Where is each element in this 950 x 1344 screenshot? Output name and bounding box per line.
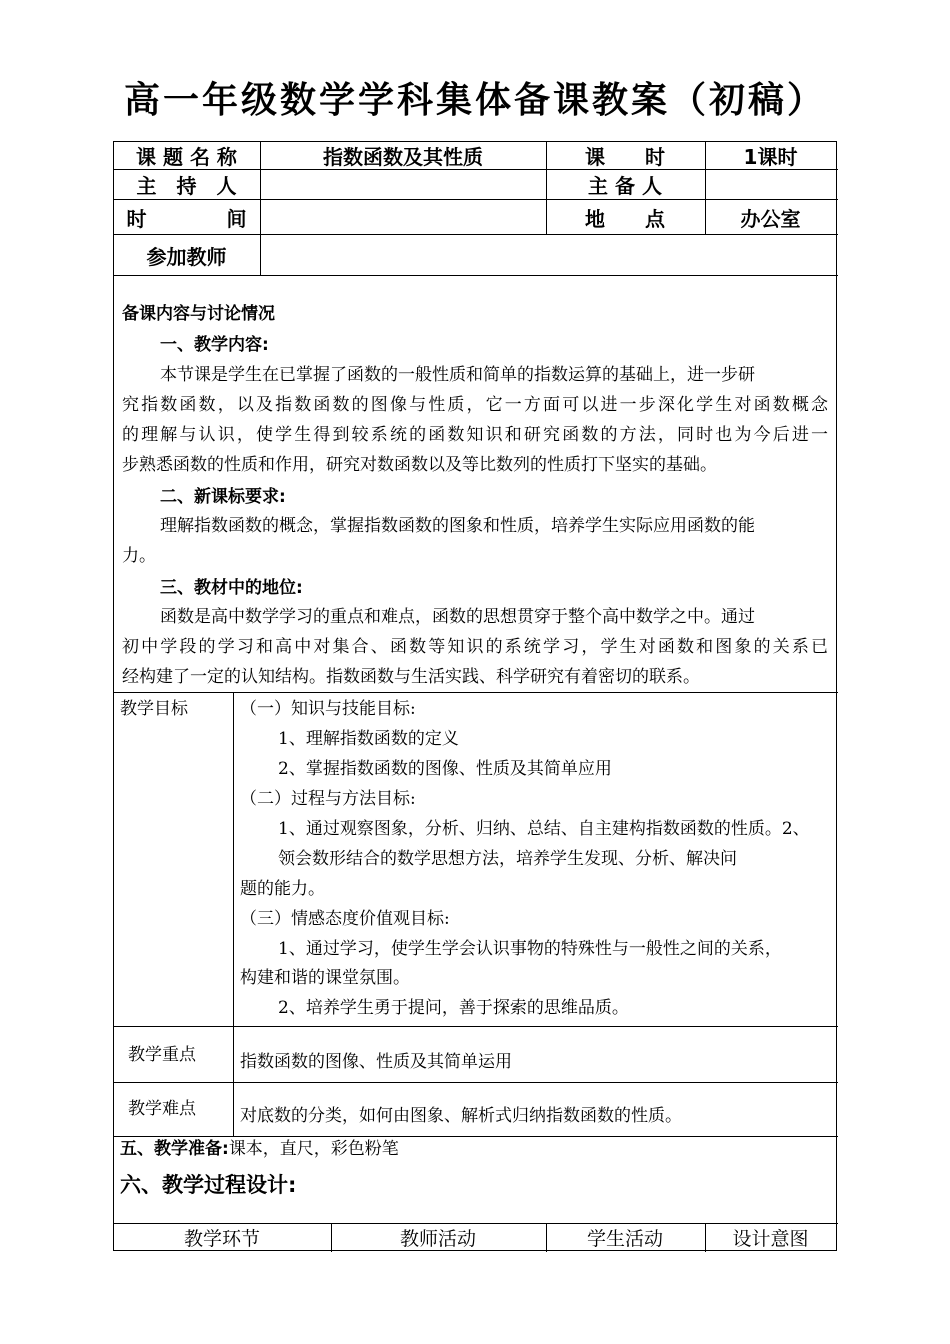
page-title: 高一年级数学学科集体备课教案（初稿） xyxy=(123,80,826,121)
objective-line: 1、通过观察图象，分析、归纳、总结、自主建构指数函数的性质。2、 xyxy=(278,819,810,839)
teachers-label: 参加教师 xyxy=(146,244,227,269)
preparation-value: 课本，直尺，彩色粉笔 xyxy=(228,1139,399,1159)
preparer-value xyxy=(705,170,836,199)
section-3-line: 函数是高中数学学习的重点和难点，函数的思想贯穿于整个高中数学之中。通过 xyxy=(160,607,755,627)
difficulties-label: 教学难点 xyxy=(128,1099,196,1119)
host-label: 主 持 人 xyxy=(136,174,237,198)
objectives-label: 教学目标 xyxy=(120,699,188,719)
topic-value: 指数函数及其性质 xyxy=(323,145,483,169)
topic-label: 课 题 名 称 xyxy=(136,145,237,169)
process-column-header: 学生活动 xyxy=(586,1227,663,1250)
section-1-line: 步熟悉函数的性质和作用，研究对数函数以及等比数列的性质打下坚实的基础。 xyxy=(122,455,717,475)
objective-line: （三）情感态度价值观目标: xyxy=(240,909,450,929)
section-3-title: 三、教材中的地位: xyxy=(160,578,303,598)
process-column-header: 教师活动 xyxy=(399,1227,476,1250)
difficulties-value: 对底数的分类，如何由图象、解析式归纳指数函数的性质。 xyxy=(240,1106,682,1126)
section-2-line: 力。 xyxy=(122,546,156,566)
process-heading: 六、教学过程设计: xyxy=(120,1173,297,1197)
process-column-header: 设计意图 xyxy=(732,1227,809,1250)
objective-line: 题的能力。 xyxy=(240,879,325,899)
period-label: 课 时 xyxy=(585,145,665,169)
time-value xyxy=(260,200,546,234)
objective-line: 1、理解指数函数的定义 xyxy=(278,729,459,749)
place-label: 地 点 xyxy=(585,206,665,231)
section-1-title: 一、教学内容: xyxy=(160,335,269,355)
objective-line: 领会数形结合的数学思想方法，培养学生发现、分析、解决问 xyxy=(278,849,737,869)
section-1-line: 的理解与认识，使学生得到较系统的函数知识和研究函数的方法，同时也为今后进一 xyxy=(122,425,828,445)
section-3-line: 经构建了一定的认知结构。指数函数与生活实践、科学研究有着密切的联系。 xyxy=(122,667,700,687)
objective-line: 构建和谐的课堂氛围。 xyxy=(240,968,410,988)
place-value: 办公室 xyxy=(740,206,801,231)
objective-line: 1、通过学习，使学生学会认识事物的特殊性与一般性之间的关系， xyxy=(278,939,782,959)
preparation-label: 五、教学准备: xyxy=(120,1139,229,1159)
objective-line: （二）过程与方法目标: xyxy=(240,789,416,809)
section-1-line: 究指数函数，以及指数函数的图像与性质，它一方面可以进一步深化学生对函数概念 xyxy=(122,395,828,415)
preparation-row xyxy=(120,1139,399,1159)
host-value xyxy=(260,170,546,199)
process-column-header: 教学环节 xyxy=(183,1227,260,1250)
discussion-heading: 备课内容与讨论情况 xyxy=(122,304,275,324)
key-points-label: 教学重点 xyxy=(128,1045,196,1065)
section-1-line: 本节课是学生在已掌握了函数的一般性质和简单的指数运算的基础上，进一步研 xyxy=(160,365,755,385)
objective-line: （一）知识与技能目标: xyxy=(240,699,416,719)
key-points-value: 指数函数的图像、性质及其简单运用 xyxy=(240,1052,512,1072)
section-2-title: 二、新课标要求: xyxy=(160,487,286,507)
section-2-line: 理解指数函数的概念，掌握指数函数的图象和性质，培养学生实际应用函数的能 xyxy=(160,516,755,536)
period-value: 1课时 xyxy=(743,145,798,169)
objective-line: 2、培养学生勇于提问，善于探索的思维品质。 xyxy=(278,998,629,1018)
objective-line: 2、掌握指数函数的图像、性质及其简单应用 xyxy=(278,759,612,779)
preparer-label: 主 备 人 xyxy=(588,174,662,198)
section-3-line: 初中学段的学习和高中对集合、函数等知识的系统学习，学生对函数和图象的关系已 xyxy=(122,637,828,657)
time-label: 时 间 xyxy=(126,206,247,231)
teachers-value xyxy=(260,235,836,275)
